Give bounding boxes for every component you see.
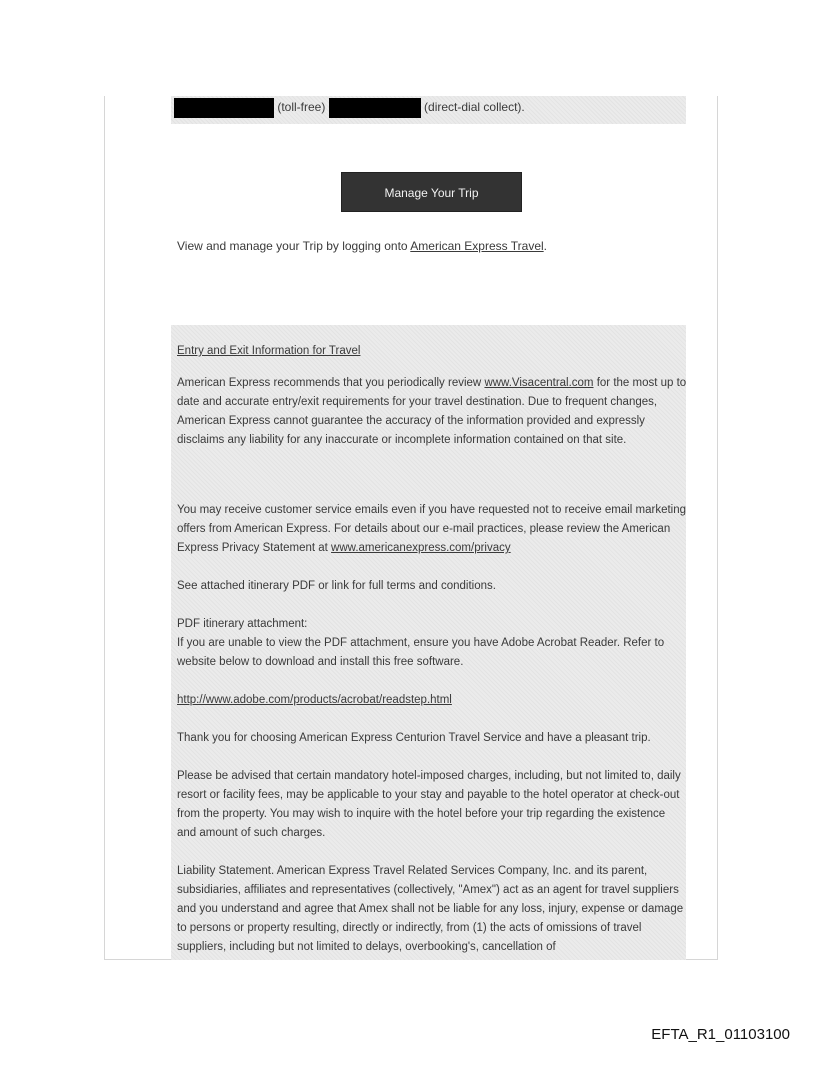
visacentral-link[interactable]: www.Visacentral.com	[484, 377, 594, 389]
amex-travel-link[interactable]: American Express Travel	[410, 239, 544, 253]
adobe-link-line	[177, 691, 687, 710]
hotel-charges-paragraph: Please be advised that certain mandatory hotel-imposed charges, including, but not limited to, daily resort or facility fees, may be applicable to your stay and payable to the hotel operator at check-out from the property. You may wish to inquire with the hotel before your trip regarding the existence and amount of such charges.	[177, 770, 681, 839]
toll-free-label: (toll-free)	[277, 100, 326, 115]
liability-paragraph: Liability Statement. American Express Travel Related Services Company, Inc. and its parent, subsidiaries, affiliates and representatives (collectively, "Amex") act as an agent for travel suppliers and you understand and agree that Amex shall not be liable for any loss, injury, expense or damage to persons or property resulting, directly or indirectly, from (1) the acts of omissions of travel suppliers, including but not limited to delays, overbooking's, cancellation of	[177, 865, 684, 953]
adobe-link[interactable]: http://www.adobe.com/products/acrobat/readstep.html	[177, 694, 452, 706]
direct-dial-label: (direct-dial collect).	[424, 100, 525, 115]
entry-exit-heading: Entry and Exit Information for Travel	[177, 345, 361, 357]
emails-paragraph: You may receive customer service emails even if you have requested not to receive email marketing offers from American Express. For details about our e-mail practices, please review the American Express Privacy Statement at www.americanexpress.com/privacy	[177, 504, 687, 554]
pdf-text: If you are unable to view the PDF attachment, ensure you have Adobe Acrobat Reader. Refer to website below to download and install this free software.	[177, 637, 665, 668]
privacy-link[interactable]: www.americanexpress.com/privacy	[331, 542, 511, 554]
redaction-bar	[329, 98, 421, 118]
phone-line	[174, 98, 525, 118]
redaction-bar	[174, 98, 274, 118]
manage-trip-text: View and manage your Trip by logging onto American Express Travel.	[177, 239, 548, 253]
itinerary-note: See attached itinerary PDF or link for full terms and conditions.	[177, 580, 496, 592]
manage-trip-button[interactable]: Manage Your Trip	[341, 172, 522, 212]
document-id: EFTA_R1_01103100	[651, 1026, 790, 1043]
pdf-title: PDF itinerary attachment:	[177, 618, 308, 630]
entry-exit-paragraph: American Express recommends that you periodically review www.Visacentral.com for the most up to date and accurate entry/exit requirements for your travel destination. Due to frequent changes, American Express cannot guarantee the accuracy of the information provided and expressly disclaims any liability for any inaccurate or incomplete information contained on that site.	[177, 377, 687, 446]
thank-you: Thank you for choosing American Express Centurion Travel Service and have a pleasant trip.	[177, 732, 651, 744]
